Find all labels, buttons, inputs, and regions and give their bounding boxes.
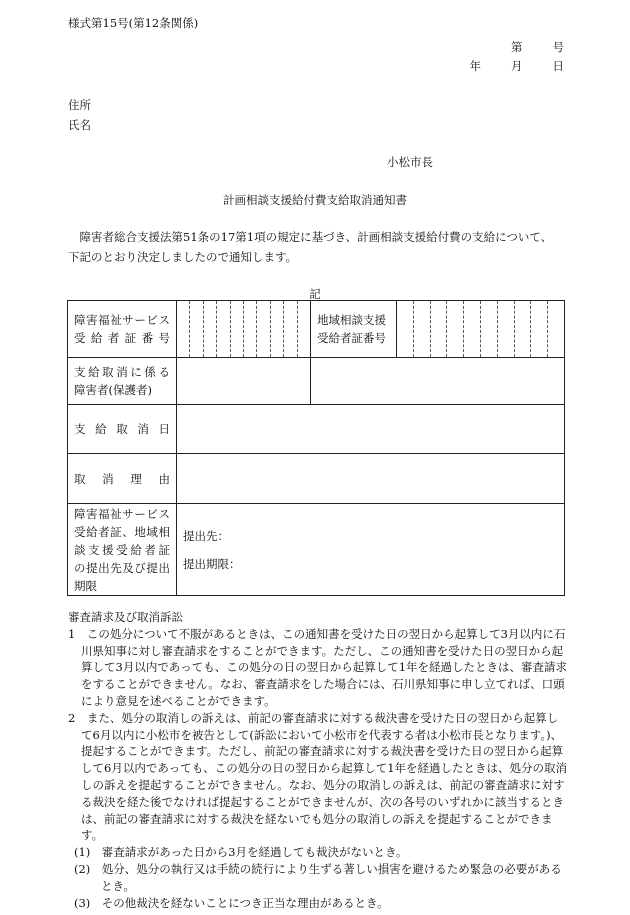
ki-label: 記	[309, 287, 321, 301]
label-line: 障 害 福 祉 サ ー ビ ス	[74, 313, 170, 327]
cancel-reason-label	[68, 454, 177, 504]
issuer: 小松市長	[387, 155, 433, 169]
number-label-first: 第	[511, 40, 523, 54]
cancel-date-label	[68, 405, 177, 454]
submission-label	[68, 504, 177, 596]
date-month: 月	[511, 59, 523, 73]
appeal-sub-2: (2) 処分、処分の執行又は手続の続行により生ずる著しい損害を避けるため緊急の必要があるとき。	[74, 861, 562, 893]
label-line: 受給者証番号	[317, 331, 386, 345]
community-cert-number-label	[311, 301, 397, 358]
label-line: 取 消 理 由	[74, 471, 170, 486]
form-number: 様式第15号(第12条関係)	[68, 16, 199, 30]
name-label: 氏名	[68, 118, 91, 132]
document-number-line	[511, 38, 564, 58]
date-day: 日	[552, 59, 564, 73]
label-line: 地域相談支援	[317, 313, 386, 327]
appeal-item-1: 1 この処分について不服があるときは、この通知書を受けた日の翌日から起算して3月以内に石川県知事に対し審査請求をすることができます。ただし、この通知書を受けた日の翌日から起算して3月以内であっても、この処分の日の翌日から起算して1年を経過したときは、審査請求をすることができません。なお、審査請求をした場合には、石川県知事に申し立てれば、口頭により意見を述べることができます。	[68, 626, 568, 708]
label-line: 期限	[74, 578, 97, 593]
appeal-section	[68, 609, 568, 911]
label-line: 障害者(保護者)	[74, 383, 152, 397]
digit-boxes	[177, 301, 310, 357]
appeal-item-2: 2 また、処分の取消しの訴えは、前記の審査請求に対する裁決書を受けた日の翌日から起算して6月以内に小松市を被告として(訴訟において小松市を代表する者は小松市長となります。)、提起することができます。ただし、前記の審査請求に対する裁決書を受けた日の翌日から起算して6月以内であっても、この処分の日の翌日から起算して1年を経過したときは、処分の取消しの訴えを提起することができません。なお、処分の取消しの訴えは、前記の審査請求に対する裁決を経た後でなければ提起することができませんが、次の各号のいずれかに該当するときは、前記の審査請求に対する裁決を経ないでも処分の取消しの訴えを提起することができます。	[68, 710, 568, 843]
label-line: 受 給 者 証 番 号	[74, 331, 170, 345]
label-line: 障 害 福 祉 サ ー ビ ス	[74, 506, 170, 521]
date-line	[470, 57, 565, 77]
notice-table	[67, 300, 565, 596]
number-label-last: 号	[552, 40, 564, 54]
cancel-reason-field	[177, 454, 565, 504]
submit-to-label: 提出先：	[183, 528, 229, 543]
appeal-sub-1: (1) 審査請求があった日から3月を経過しても裁決がないとき。	[74, 845, 408, 860]
appeal-heading: 審査請求及び取消訴訟	[68, 610, 183, 624]
digit-boxes	[397, 301, 564, 357]
appeal-sub-3: (3) その他裁決を経ないことにつき正当な理由があるとき。	[74, 895, 389, 910]
label-line: 支 給 取 消 に 係 る	[74, 365, 170, 379]
label-line: の 提 出 先 及 び 提 出	[74, 560, 170, 575]
label-line: 支 給 取 消 日	[74, 422, 170, 436]
person-field	[177, 358, 311, 405]
person-field-2	[311, 358, 565, 405]
address-label: 住所	[68, 98, 91, 112]
label-line: 談 支 援 受 給 者 証	[74, 542, 170, 557]
service-cert-number-label	[68, 301, 177, 358]
cancel-date-field	[177, 405, 565, 454]
submit-deadline-label: 提出期限：	[183, 556, 241, 571]
label-line: 受 給 者 証 、 地 域 相	[74, 524, 170, 539]
service-cert-number-field	[177, 301, 311, 358]
date-year: 年	[469, 59, 481, 73]
document-title: 計画相談支援給付費支給取消通知書	[223, 193, 407, 207]
body-text: 障害者総合支援法第51条の17第1項の規定に基づき、計画相談支援給付費の支給について、下記のとおり決定しましたので通知します。	[68, 230, 553, 264]
person-label	[68, 358, 177, 405]
submission-field	[177, 504, 565, 596]
community-cert-number-field	[397, 301, 565, 358]
